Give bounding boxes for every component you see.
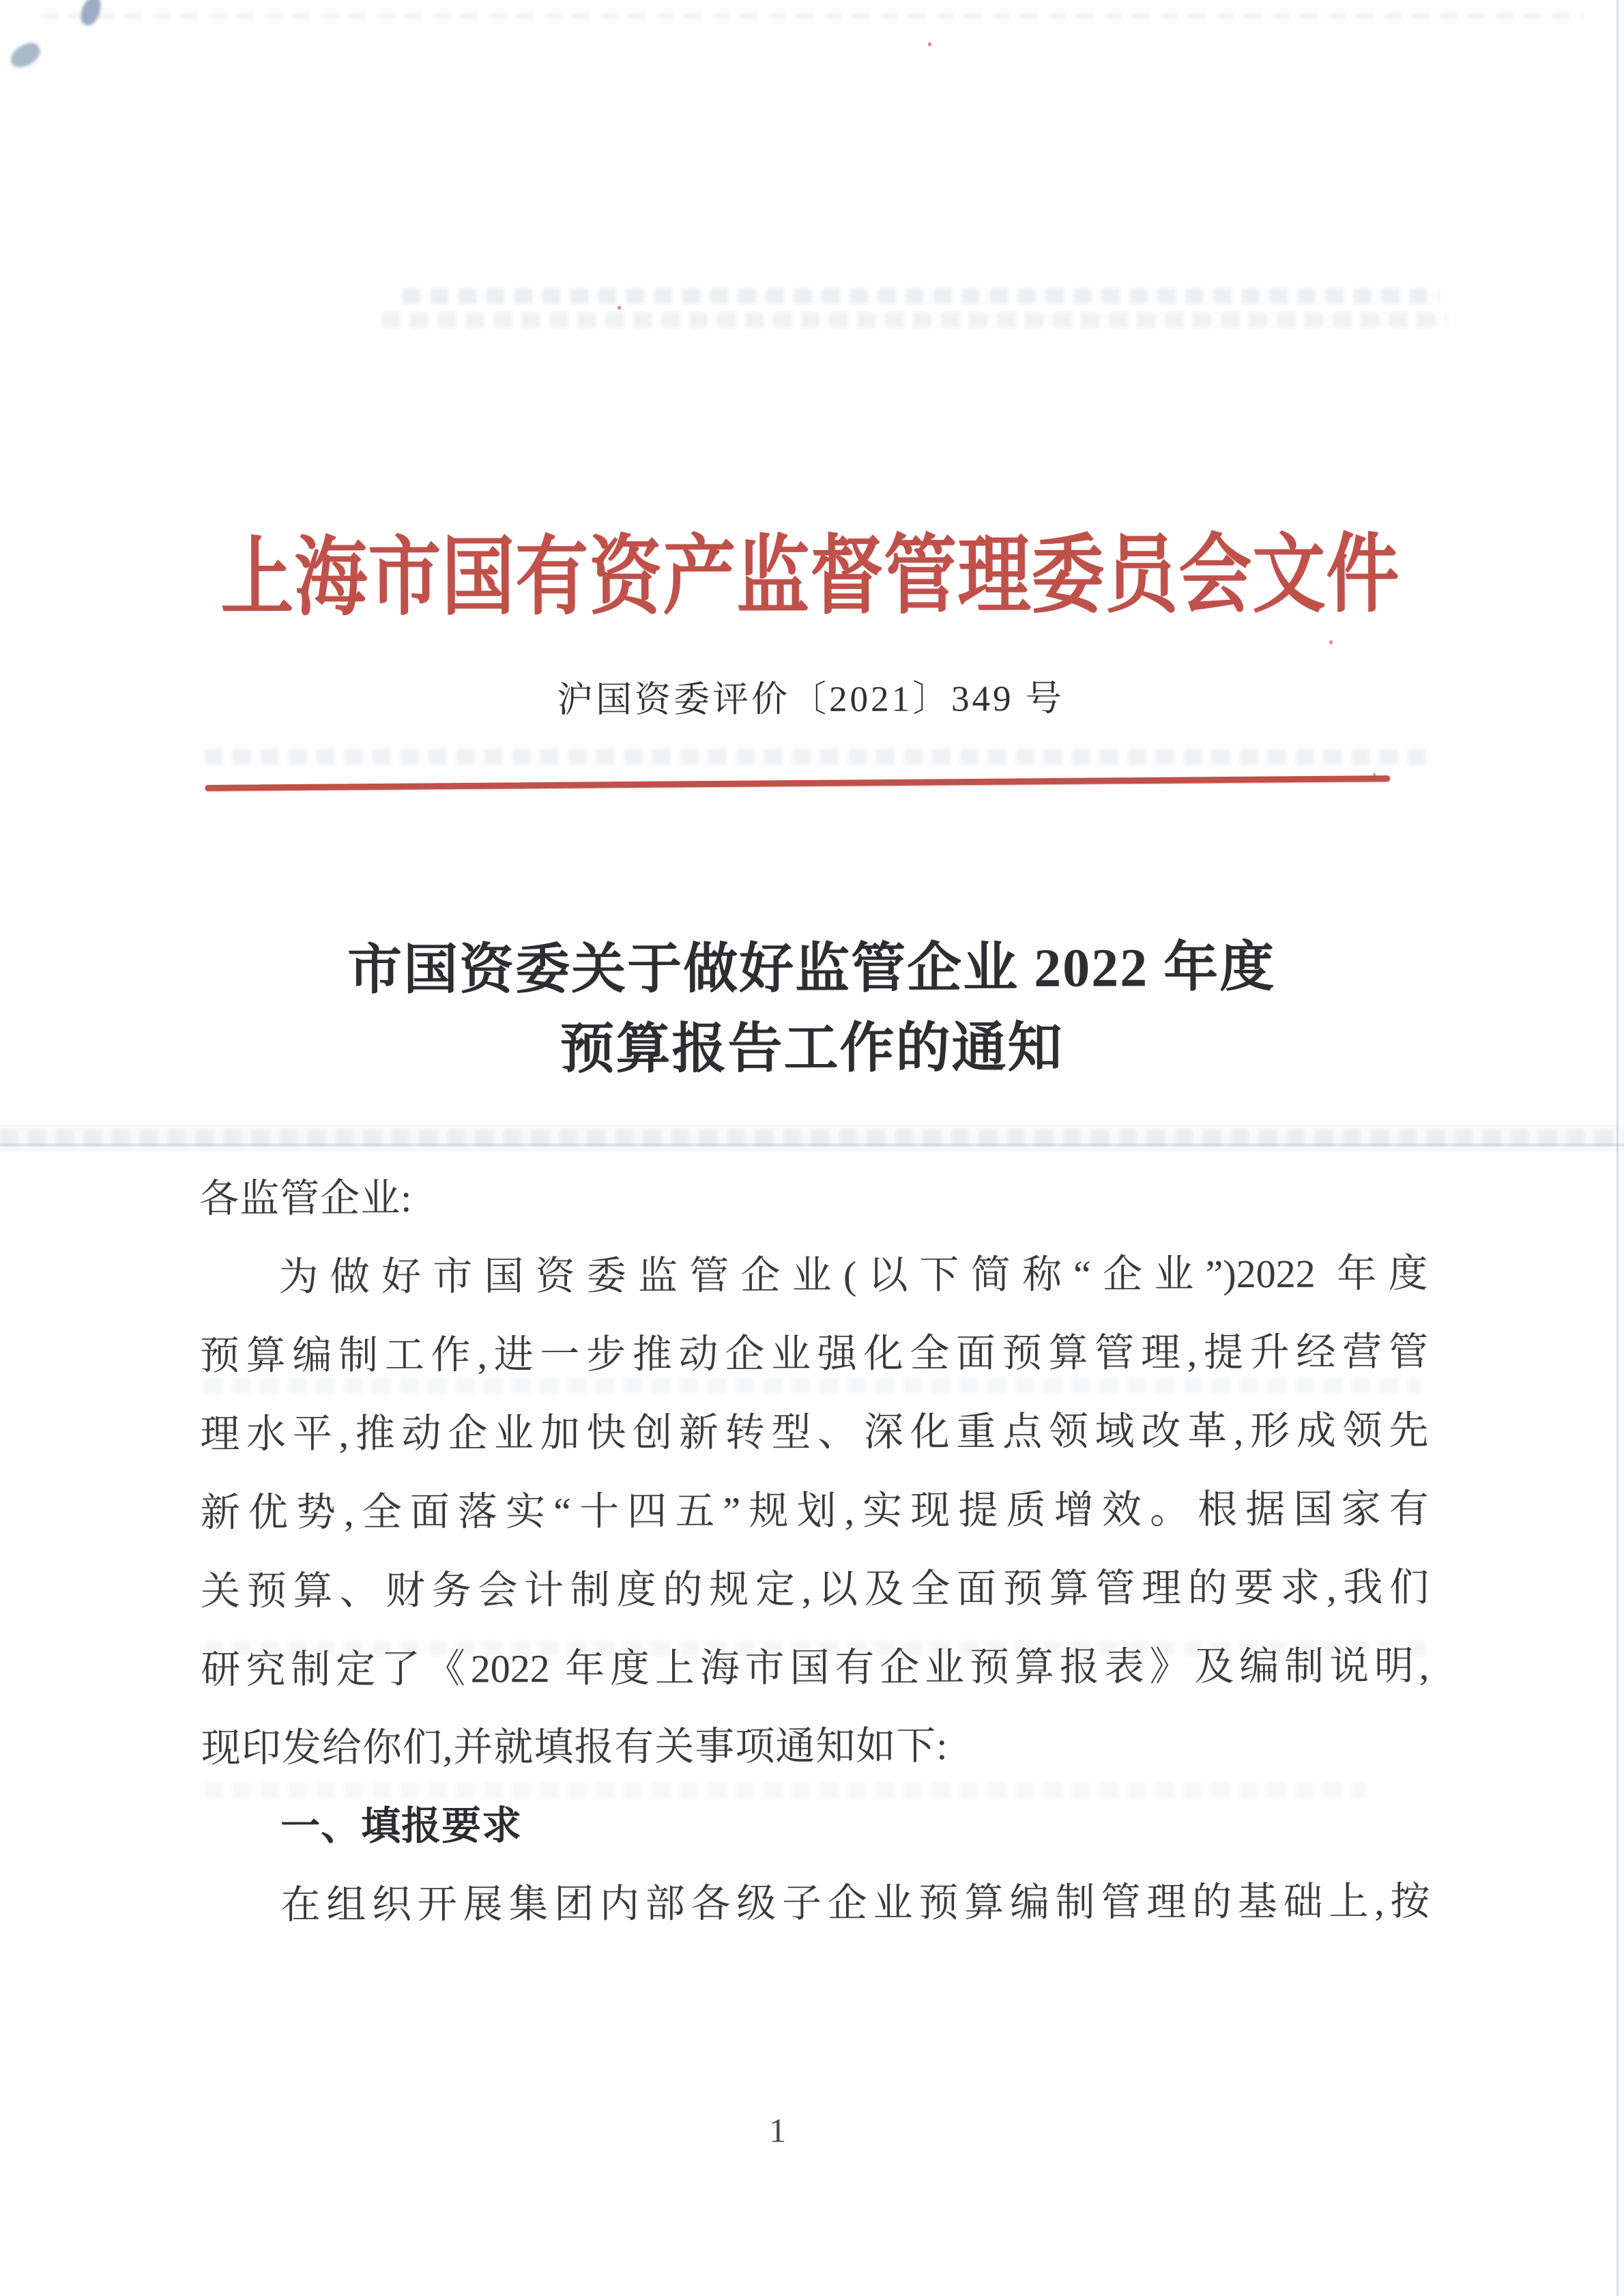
document-body bbox=[199, 1156, 1430, 1945]
letterhead-title: 上海市国有资产监督管理委员会文件 bbox=[220, 528, 1400, 627]
body-line: 理水平,推动企业加快创新转型、深化重点领域改革,形成领先 bbox=[200, 1408, 1429, 1456]
page-number: 1 bbox=[768, 2111, 787, 2150]
document-title-line-2: 预算报告工作的通知 bbox=[560, 1018, 1064, 1080]
body-line: 预算编制工作,进一步推动企业强化全面预算管理,提升经营管 bbox=[199, 1330, 1429, 1378]
body-line: 关预算、财务会计制度的规定,以及全面预算管理的要求,我们 bbox=[200, 1565, 1430, 1613]
body-line: 为做好市国资委监管企业(以下简称“企业”)2022 年度 bbox=[278, 1251, 1428, 1300]
section-heading: 一、填报要求 bbox=[280, 1803, 523, 1849]
document-number: 沪国资委评价〔2021〕349 号 bbox=[556, 678, 1064, 721]
document-title-line-1: 市国资委关于做好监管企业 2022 年度 bbox=[347, 937, 1276, 1001]
body-line: 现印发给你们,并就填报有关事项通知如下: bbox=[201, 1723, 948, 1770]
document-title bbox=[0, 927, 1624, 1091]
salutation: 各监管企业: bbox=[199, 1175, 413, 1221]
body-line: 研究制定了《2022 年度上海市国有企业预算报表》及编制说明, bbox=[201, 1644, 1430, 1692]
red-divider-line bbox=[205, 775, 1390, 791]
body-line: 在组织开展集团内部各级子企业预算编制管理的基础上,按 bbox=[280, 1879, 1430, 1927]
body-line: 新优势,全面落实“十四五”规划,实现提质增效。根据国家有 bbox=[200, 1487, 1429, 1535]
